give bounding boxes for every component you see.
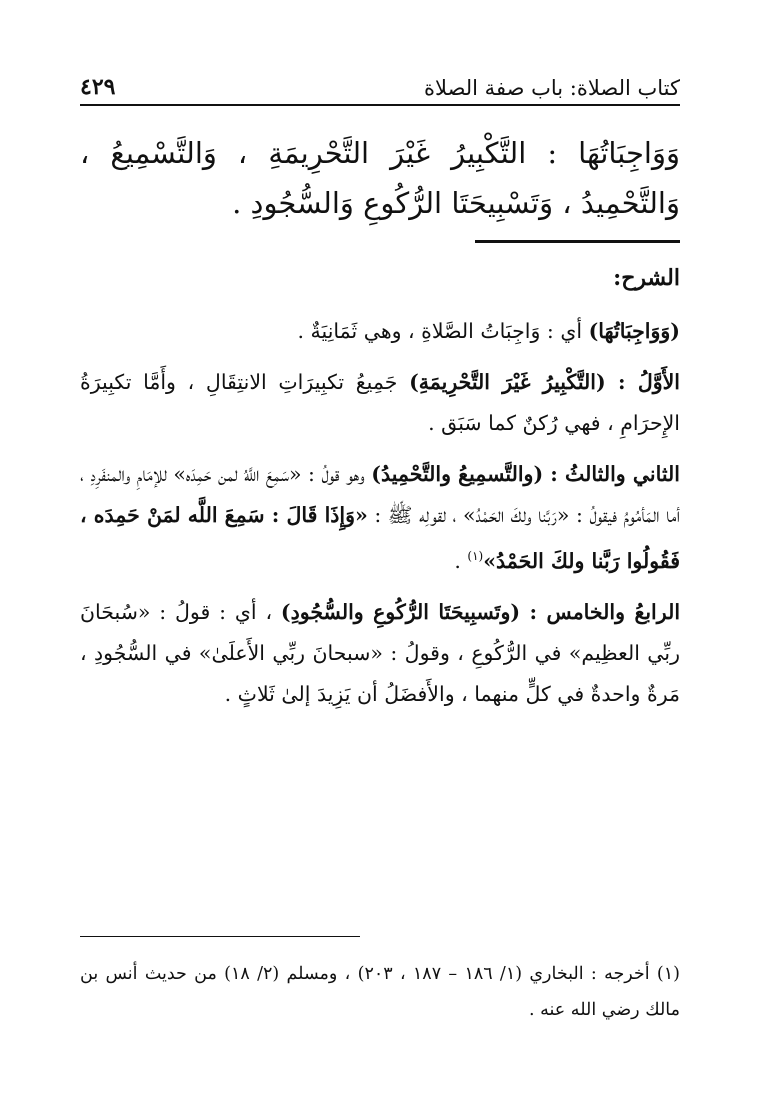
paragraph-3 <box>80 454 680 582</box>
p2-text: جَمِيعُ تكبِيرَاتِ الانتِقَالِ ، وأَمَّا تكبِيرَةُ الإِحرَامِ ، فهي رُكنٌ كما سَبَق . <box>80 370 680 435</box>
p3-text: وهو قولُ : «سَمِعَ اللَّهُ لمن حَمِدَه» للإمَامِ والمنفَرِدِ ، أما المَأمُومُ فيقولُ : «رَبَّنا ولكَ الحَمْدُ» ، لقولِه ﷺ : <box>80 462 680 527</box>
p2-bold-1: الأَوَّلُ : <box>617 370 680 394</box>
p2-bold-2: (التَّكْبِيرُ غَيْرَ التَّحْرِيمَةِ) <box>409 370 618 394</box>
p3-bold-2: (والتَّسمِيعُ والتَّحْمِيدُ) <box>371 462 551 486</box>
p1-bold: (وَوَاجِبَاتُهَا) <box>588 319 680 343</box>
p1-text: أي : وَاجِبَاتُ الصَّلاةِ ، وهي ثَمَانِيَةٌ . <box>297 319 589 343</box>
p3-hadith: «وَإِذَا قَالَ : سَمِعَ اللَّه لمَنْ حَمِدَه ، فَقُولُوا رَبَّنا ولكَ الحَمْدُ» <box>80 503 680 573</box>
p4-bold-1: الرابعُ والخامس : <box>529 599 681 624</box>
page-header <box>80 64 680 106</box>
p4-text: ، أي : قولُ : «سُبحَانَ ربِّي العظِيم» في الرُّكُوعِ ، وقولُ : «سبحانَ ربِّي الأَعلَىٰ» في السُّجُودِ ، مَرةٌ واحدةٌ في كلٍّ منهما ، والأَفضَلُ أن يَزِيدَ إلىٰ ثَلاثٍ . <box>80 599 680 706</box>
p3-bold-1: الثاني والثالثُ : <box>550 462 680 486</box>
sharh-body <box>80 258 680 725</box>
sharh-heading: الشرح: <box>613 265 680 291</box>
matn-divider <box>475 240 680 243</box>
page-number: ٤٢٩ <box>80 74 116 100</box>
footnote: (١) أخرجه : البخاري (١/ ١٨٦ – ١٨٧ ، ٢٠٣) ، ومسلم (٢/ ١٨) من حديث أنس بن مالك رضي الله عنه . <box>80 964 680 1020</box>
footnote-divider <box>80 936 360 937</box>
footnote-marker: (١) <box>467 549 484 563</box>
matn-text: وَوَاجِبَاتُهَا : التَّكْبِيرُ غَيْرَ التَّحْرِيمَةِ ، وَالتَّسْمِيعُ ، وَالتَّحْمِيدُ ، وَتَسْبِيحَتَا الرُّكُوعِ وَالسُّجُودِ . <box>80 136 680 220</box>
p3-end: . <box>454 548 468 573</box>
p4-bold-2: (وتَسبِيحَتَا الرُّكُوعِ والسُّجُودِ) <box>280 599 530 624</box>
paragraph-1 <box>80 311 680 352</box>
paragraph-2 <box>80 362 680 444</box>
running-title: كتاب الصلاة: باب صفة الصلاة <box>424 76 680 100</box>
paragraph-4 <box>80 592 680 715</box>
